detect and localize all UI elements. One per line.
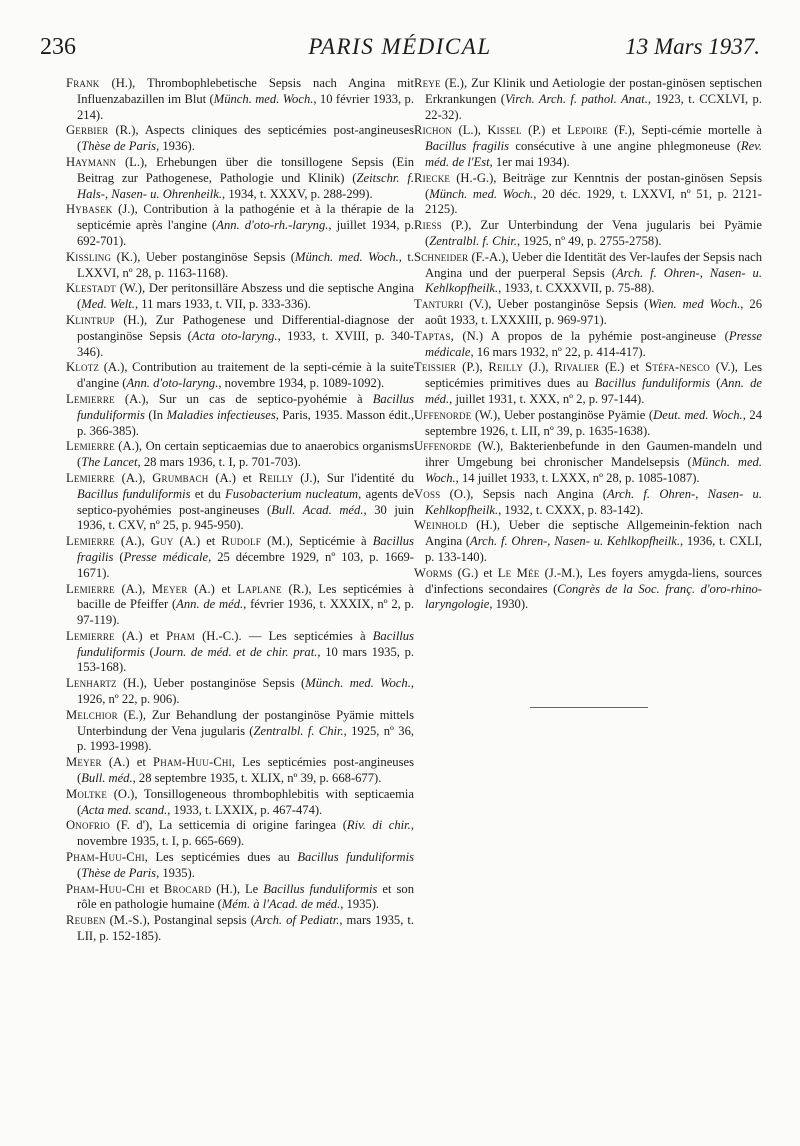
- author-name: Pham-Huu-Chi: [66, 850, 145, 865]
- italic-title: Acta oto-laryng.: [191, 328, 278, 343]
- italic-title: Mém. à l'Acad. de méd.: [221, 897, 341, 912]
- reference-text: , 20 déc. 1929, t. LXXVI, nº 51, p. 2121-2125).: [425, 186, 762, 217]
- italic-title: The Lancet: [81, 455, 138, 470]
- reference-text: (In: [144, 407, 167, 422]
- italic-title: Münch. med. Woch.: [425, 455, 762, 485]
- author-name: Moltke: [66, 786, 108, 801]
- reference-entry: [66, 818, 414, 850]
- reference-text: , 1926, nº 22, p. 906).: [77, 676, 414, 707]
- italic-title: Arch. f. Ohren-, Nasen- u. Kehlkopfheilk.: [425, 486, 762, 517]
- author-name: Haymann: [66, 154, 117, 169]
- author-name: Stéfa-nesco: [645, 360, 710, 375]
- page-header: [40, 34, 760, 68]
- reference-text: (L.), Erhebungen über die tonsillogene Sepsis (Ein Beitrag zur Pathogenese, Pathologie und Klinik) (: [77, 154, 414, 185]
- author-name: Brocard: [163, 881, 212, 896]
- reference-text: (: [77, 865, 82, 880]
- reference-entry: [414, 566, 762, 613]
- italic-title: Bacillus fragilis: [425, 139, 510, 154]
- reference-text: consécutive à une angine phlegmoneuse (: [509, 139, 741, 154]
- author-name: Klotz: [66, 360, 100, 375]
- reference-text: (K.), Ueber postanginöse Sepsis (: [111, 249, 296, 264]
- reference-text: (E.) et: [599, 360, 646, 375]
- author-name: Reuben: [66, 913, 106, 928]
- reference-text: (M.-S.), Postanginal sepsis (: [105, 913, 255, 928]
- reference-text: (P.) et: [521, 123, 568, 138]
- author-name: Grumbach: [152, 470, 209, 485]
- reference-text: (E.), Zur Behandlung der postanginöse Pyämie mittels Unterbindung der Vena jugularis (: [77, 707, 414, 738]
- reference-entry: [66, 471, 414, 534]
- author-name: Reilly: [488, 360, 524, 375]
- reference-text: (A.) et: [173, 534, 222, 549]
- italic-title: Bull. méd.: [81, 771, 133, 786]
- author-name: Lemierre: [66, 581, 115, 596]
- author-name: Riecke: [414, 170, 451, 185]
- reference-entry: [414, 250, 762, 297]
- reference-text: (A.), On certain septicaemias due to anaerobics organisms (: [77, 439, 414, 470]
- reference-text: , Les septicémies post-angineuses (: [77, 755, 414, 786]
- author-name: Onofrio: [66, 818, 110, 833]
- reference-text: , 28 mars 1936, t. I, p. 701-703).: [137, 455, 301, 470]
- author-name: Lemierre: [66, 439, 115, 454]
- reference-text: (A.), Contribution au traitement de la septi-cémie à la suite d'angine (: [77, 360, 414, 391]
- italic-title: Münch. med. Woch.: [213, 91, 314, 106]
- reference-entry: [414, 76, 762, 123]
- reference-text: et son rôle en pathologie humaine (: [77, 881, 414, 912]
- reference-entry: [66, 629, 414, 676]
- reference-text: (L.),: [452, 123, 488, 138]
- author-name: Richon: [414, 123, 453, 138]
- italic-title: Bacillus funduliformis: [297, 850, 414, 865]
- italic-title: Bacillus funduliformis: [77, 628, 415, 659]
- reference-entry: [414, 487, 762, 519]
- author-name: Lemierre: [66, 628, 115, 643]
- reference-entry: [66, 281, 414, 313]
- reference-entry: [414, 329, 762, 361]
- reference-text: , juillet 1931, t. XXX, nº 2, p. 97-144).: [449, 391, 645, 406]
- italic-title: Fusobacterium nucleatum: [225, 486, 359, 501]
- reference-text: , 1933, t. CXXXVII, p. 75-88).: [498, 281, 655, 296]
- italic-title: Ann. de méd.: [176, 597, 244, 612]
- reference-text: (H.), Zur Pathogenese und Differential-diagnose der postanginöse Sepsis (: [77, 312, 414, 343]
- reference-entry: [414, 518, 762, 565]
- italic-title: Ann. d'oto-laryng.: [126, 376, 219, 391]
- reference-entry: [66, 850, 414, 882]
- reference-text: , novembre 1934, p. 1089-1092).: [218, 376, 385, 391]
- reference-entry: [414, 171, 762, 218]
- italic-title: Bull. Acad. méd.: [271, 502, 364, 517]
- italic-title: Virch. Arch. f. pathol. Anat.: [504, 91, 648, 106]
- reference-entry: [66, 755, 414, 787]
- author-name: Pham-Huu-Chi: [66, 881, 145, 896]
- reference-entry: [66, 313, 414, 360]
- author-name: Schneider: [414, 249, 469, 264]
- author-name: Voss: [414, 486, 441, 501]
- reference-text: (P.), Zur Unterbindung der Vena jugularis bei Pyämie (: [425, 218, 762, 248]
- author-name: Reilly: [258, 470, 294, 485]
- reference-text: (M.), Septicémie à: [261, 534, 373, 549]
- italic-title: Congrès de la Soc. franç. d'oro-rhino-laryngologie: [425, 581, 763, 612]
- reference-entry: [66, 913, 414, 945]
- reference-text: , mars 1935, t. LII, p. 152-185).: [77, 913, 415, 944]
- reference-text: (H.), Thrombophlebetische Sepsis nach Angina mit Influenzabazillen im Blut (: [77, 76, 414, 106]
- reference-text: , 1er mai 1934).: [489, 154, 570, 169]
- issue-date: 13 Mars 1937.: [625, 34, 760, 59]
- reference-text: (A.) et: [187, 581, 238, 596]
- reference-text: (O.), Sepsis nach Angina (: [440, 486, 607, 501]
- reference-text: (H.-G.), Beiträge zur Kenntnis der postan-ginösen Sepsis (: [425, 170, 762, 201]
- italic-title: Bacillus funduliformis: [594, 376, 711, 391]
- author-name: Lemierre: [66, 391, 115, 406]
- italic-title: Arch. of Pediatr.: [254, 913, 340, 928]
- italic-title: Zentralbl. f. Chir.: [253, 723, 344, 738]
- reference-text: , 1936, t. CXLI, p. 133-140).: [425, 534, 762, 564]
- italic-title: Zeitschr. f. Hals-, Nasen- u. Ohrenheilk.: [77, 170, 414, 201]
- reference-text: , 1933, t. LXXIX, p. 467-474).: [167, 802, 323, 817]
- reference-text: , 30 juin 1936, t. CXV, nº 25, p. 945-950).: [77, 502, 414, 533]
- author-name: Rivalier: [554, 360, 600, 375]
- reference-text: (A.),: [114, 470, 153, 485]
- italic-title: Bacillus funduliformis: [263, 881, 378, 896]
- reference-entry: [66, 123, 414, 155]
- reference-entry: [66, 202, 414, 249]
- reference-text: (: [113, 549, 124, 564]
- reference-text: , t. LXXVI, nº 28, p. 1163-1168).: [77, 249, 414, 280]
- author-name: Hybasek: [66, 202, 113, 217]
- reference-entry: [66, 676, 414, 708]
- reference-text: (J.),: [523, 360, 555, 375]
- reference-text: (H.), Le: [211, 881, 264, 896]
- reference-text: , 1936).: [156, 139, 195, 154]
- reference-text: , 28 septembre 1935, t. XLIX, nº 39, p. 668-677).: [132, 771, 382, 786]
- author-name: Riess: [414, 218, 442, 233]
- reference-entry: [66, 439, 414, 471]
- author-name: Kissling: [66, 249, 112, 264]
- reference-text: (J.), Sur l'identité du: [293, 470, 415, 485]
- reference-entry: [66, 155, 414, 202]
- author-name: Pham-Huu-Chi: [153, 755, 232, 770]
- italic-title: Thèse de Paris: [81, 865, 157, 880]
- reference-text: , agents de septico-pyohémies post-angineuses (: [77, 486, 414, 517]
- author-name: Worms: [414, 565, 453, 580]
- italic-title: Rev. méd. de l'Est: [425, 139, 762, 169]
- italic-title: Münch. med. Woch.: [429, 186, 534, 201]
- reference-entry: [66, 392, 414, 439]
- reference-text: , juillet 1934, p. 692-701).: [77, 218, 415, 248]
- reference-text: , 1934, t. XXXV, p. 288-299).: [222, 186, 373, 201]
- italic-title: Bacillus fragilis: [77, 534, 415, 564]
- author-name: Pham: [166, 628, 195, 643]
- reference-text: , 24 septembre 1926, t. LII, nº 39, p. 1635-1638).: [425, 407, 763, 438]
- italic-title: Thèse de Paris: [81, 139, 157, 154]
- author-name: Frank: [66, 76, 100, 90]
- reference-text: (J.-M.), Les foyers amygda-liens, sources d'infections secondaires (: [425, 565, 762, 596]
- reference-text: , 25 décembre 1929, nº 103, p. 1669-1671).: [77, 549, 415, 580]
- reference-entry: [414, 218, 762, 250]
- italic-title: Med. Welt.: [81, 297, 135, 312]
- author-name: Uffenorde: [414, 407, 472, 422]
- reference-entry: [66, 708, 414, 755]
- author-name: Klintrup: [66, 312, 115, 327]
- reference-text: (O.), Tonsillogeneous thrombophlebitis with septicaemia (: [77, 786, 414, 817]
- reference-text: et: [144, 881, 164, 896]
- author-name: Rudolf: [221, 534, 261, 549]
- reference-text: (R.), Aspects cliniques des septicémies post-angineuses (: [77, 123, 414, 154]
- reference-entry: [66, 250, 414, 282]
- reference-text: , 1923, t. CCXLVI, p. 22-32).: [425, 91, 762, 122]
- end-rule: [530, 707, 648, 708]
- italic-title: Deut. med. Woch.: [653, 407, 743, 422]
- reference-text: (W.), Ueber postanginöse Pyämie (: [471, 407, 654, 422]
- italic-title: Arch. f. Ohren-, Nasen- u. Kehlkopfheilk.: [425, 265, 762, 296]
- reference-text: (A.),: [114, 581, 152, 596]
- reference-text: (W.), Der peritonsilläre Abszess und die septische Angina (: [77, 281, 414, 312]
- author-name: Meyer: [66, 755, 102, 770]
- italic-title: Bacillus funduliformis: [77, 391, 414, 422]
- reference-text: , 1925, nº 49, p. 2755-2758).: [517, 233, 662, 248]
- italic-title: Journ. de méd. et de chir. prat.: [153, 644, 318, 659]
- reference-text: (: [710, 376, 721, 391]
- italic-title: Wien. med Woch.: [648, 297, 741, 312]
- italic-title: Arch. f. Ohren-, Nasen- u. Kehlkopfheilk.: [470, 534, 680, 549]
- page-number: 236: [40, 34, 76, 60]
- reference-entry: [66, 360, 414, 392]
- italic-title: Acta med. scand.: [81, 802, 168, 817]
- reference-text: (A.) et: [101, 755, 154, 770]
- author-name: Laplane: [237, 581, 282, 596]
- reference-text: , 1935).: [340, 897, 380, 912]
- author-name: Le Mée: [497, 565, 540, 580]
- reference-text: (J.), Contribution à la pathogénie et à la thérapie de la septicémie après l'angine (: [77, 202, 414, 233]
- italic-title: Bacillus funduliformis: [77, 486, 191, 501]
- author-name: Klestadt: [66, 281, 116, 296]
- reference-entry: [66, 582, 414, 629]
- reference-text: et du: [190, 486, 226, 501]
- reference-text: , 1932, t. CXXX, p. 83-142).: [498, 502, 644, 517]
- reference-text: (A.), Sur un cas de septico-pyohémie à: [114, 391, 373, 406]
- reference-text: , 10 mars 1935, p. 153-168).: [77, 644, 415, 675]
- reference-text: , 1933, t. XVIII, p. 340-346).: [77, 328, 415, 359]
- author-name: Tanturri: [414, 297, 464, 312]
- italic-title: Münch. med. Woch.: [305, 676, 411, 691]
- reference-text: , (N.) A propos de la pyhémie post-angineuse (: [450, 328, 729, 343]
- reference-text: (H.-C.). — Les septicémies à: [194, 628, 373, 643]
- author-name: Reye: [414, 76, 441, 90]
- italic-title: Maladies infectieuses: [166, 407, 276, 422]
- reference-text: , 26 août 1933, t. LXXXIII, p. 969-971).: [425, 297, 763, 327]
- reference-text: (E.), Zur Klinik und Aetiologie der postan-ginösen septischen Erkrankungen (: [425, 76, 762, 106]
- reference-text: (F.-A.), Ueber die Identität des Ver-laufes der Sepsis nach Angina und der puerperal Sepsis (: [425, 249, 762, 280]
- bibliography-right-column: [414, 76, 762, 613]
- reference-entry: [66, 787, 414, 819]
- reference-entry: [414, 123, 762, 170]
- author-name: Taptas: [414, 328, 451, 343]
- author-name: Lemierre: [66, 470, 115, 485]
- reference-text: (A.) et: [208, 470, 259, 485]
- author-name: Lemierre: [66, 534, 115, 549]
- reference-text: (A.),: [114, 534, 151, 549]
- author-name: Kissel: [487, 123, 522, 138]
- author-name: Teissier: [414, 360, 457, 375]
- italic-title: Presse médicale: [123, 549, 209, 564]
- reference-text: (R.), Les septicémies à bacille de Pfeiffer (: [77, 581, 415, 612]
- reference-text: , 1930).: [489, 597, 529, 612]
- reference-text: (: [144, 644, 154, 659]
- reference-text: (W.), Bakterienbefunde in den Gaumen-mandeln und ihrer Umgebung bei chronischer Mandelsepsis (: [425, 439, 762, 470]
- italic-title: Zentralbl. f. Chir.: [429, 233, 518, 248]
- reference-text: , Les septicémies dues au: [144, 850, 298, 865]
- author-name: Guy: [150, 534, 174, 549]
- reference-text: (A.) et: [114, 628, 167, 643]
- reference-text: , 11 mars 1933, t. VII, p. 333-336).: [134, 297, 311, 312]
- reference-text: , 16 mars 1932, nº 22, p. 414-417).: [470, 344, 646, 359]
- reference-text: (H.), Ueber die septische Allgemeinin-fektion nach Angina (: [425, 518, 762, 549]
- italic-title: Presse médicale: [425, 328, 762, 359]
- author-name: Lenhartz: [66, 676, 117, 691]
- reference-entry: [66, 534, 414, 581]
- reference-text: (F. d'), La setticemia di origine faringea (: [110, 818, 347, 833]
- reference-text: , 10 février 1933, p. 214).: [77, 91, 414, 122]
- author-name: Gerbier: [66, 123, 109, 138]
- bibliography-left-column: [66, 76, 414, 945]
- author-name: Lepoire: [567, 123, 608, 138]
- reference-entry: [414, 439, 762, 486]
- reference-text: , novembre 1935, t. I, p. 665-669).: [77, 818, 414, 849]
- reference-entry: [414, 360, 762, 407]
- reference-text: , 14 juillet 1933, t. LXXX, nº 28, p. 1085-1087).: [455, 470, 700, 485]
- reference-text: (F.), Septi-cémie mortelle à: [607, 123, 762, 138]
- italic-title: Riv. di chir.: [346, 818, 411, 833]
- journal-title: PARIS MÉDICAL: [308, 34, 492, 59]
- author-name: Melchior: [66, 707, 118, 722]
- reference-text: (H.), Ueber postanginöse Sepsis (: [116, 676, 306, 691]
- author-name: Weinhold: [414, 518, 468, 533]
- author-name: Meyer: [151, 581, 188, 596]
- reference-text: , février 1936, t. XXXIX, nº 2, p. 97-119).: [77, 597, 414, 628]
- reference-text: (P.),: [456, 360, 489, 375]
- reference-text: , 1925, nº 36, p. 1993-1998).: [77, 723, 415, 754]
- reference-text: (V.), Ueber postanginöse Sepsis (: [463, 297, 649, 312]
- reference-text: (V.), Les septicémies primitives dues au: [425, 360, 763, 391]
- reference-entry: [414, 297, 762, 329]
- reference-text: , 1935).: [156, 865, 195, 880]
- italic-title: Ann. de méd.: [425, 376, 762, 406]
- reference-text: , Paris, 1935. Masson édit., p. 366-385).: [77, 407, 414, 438]
- reference-text: (G.) et: [452, 565, 498, 580]
- reference-entry: [414, 408, 762, 440]
- author-name: Uffenorde: [414, 439, 472, 454]
- reference-entry: [66, 76, 414, 123]
- italic-title: Münch. med. Woch.: [295, 249, 399, 264]
- italic-title: Ann. d'oto-rh.-laryng.: [216, 218, 329, 233]
- reference-entry: [66, 882, 414, 914]
